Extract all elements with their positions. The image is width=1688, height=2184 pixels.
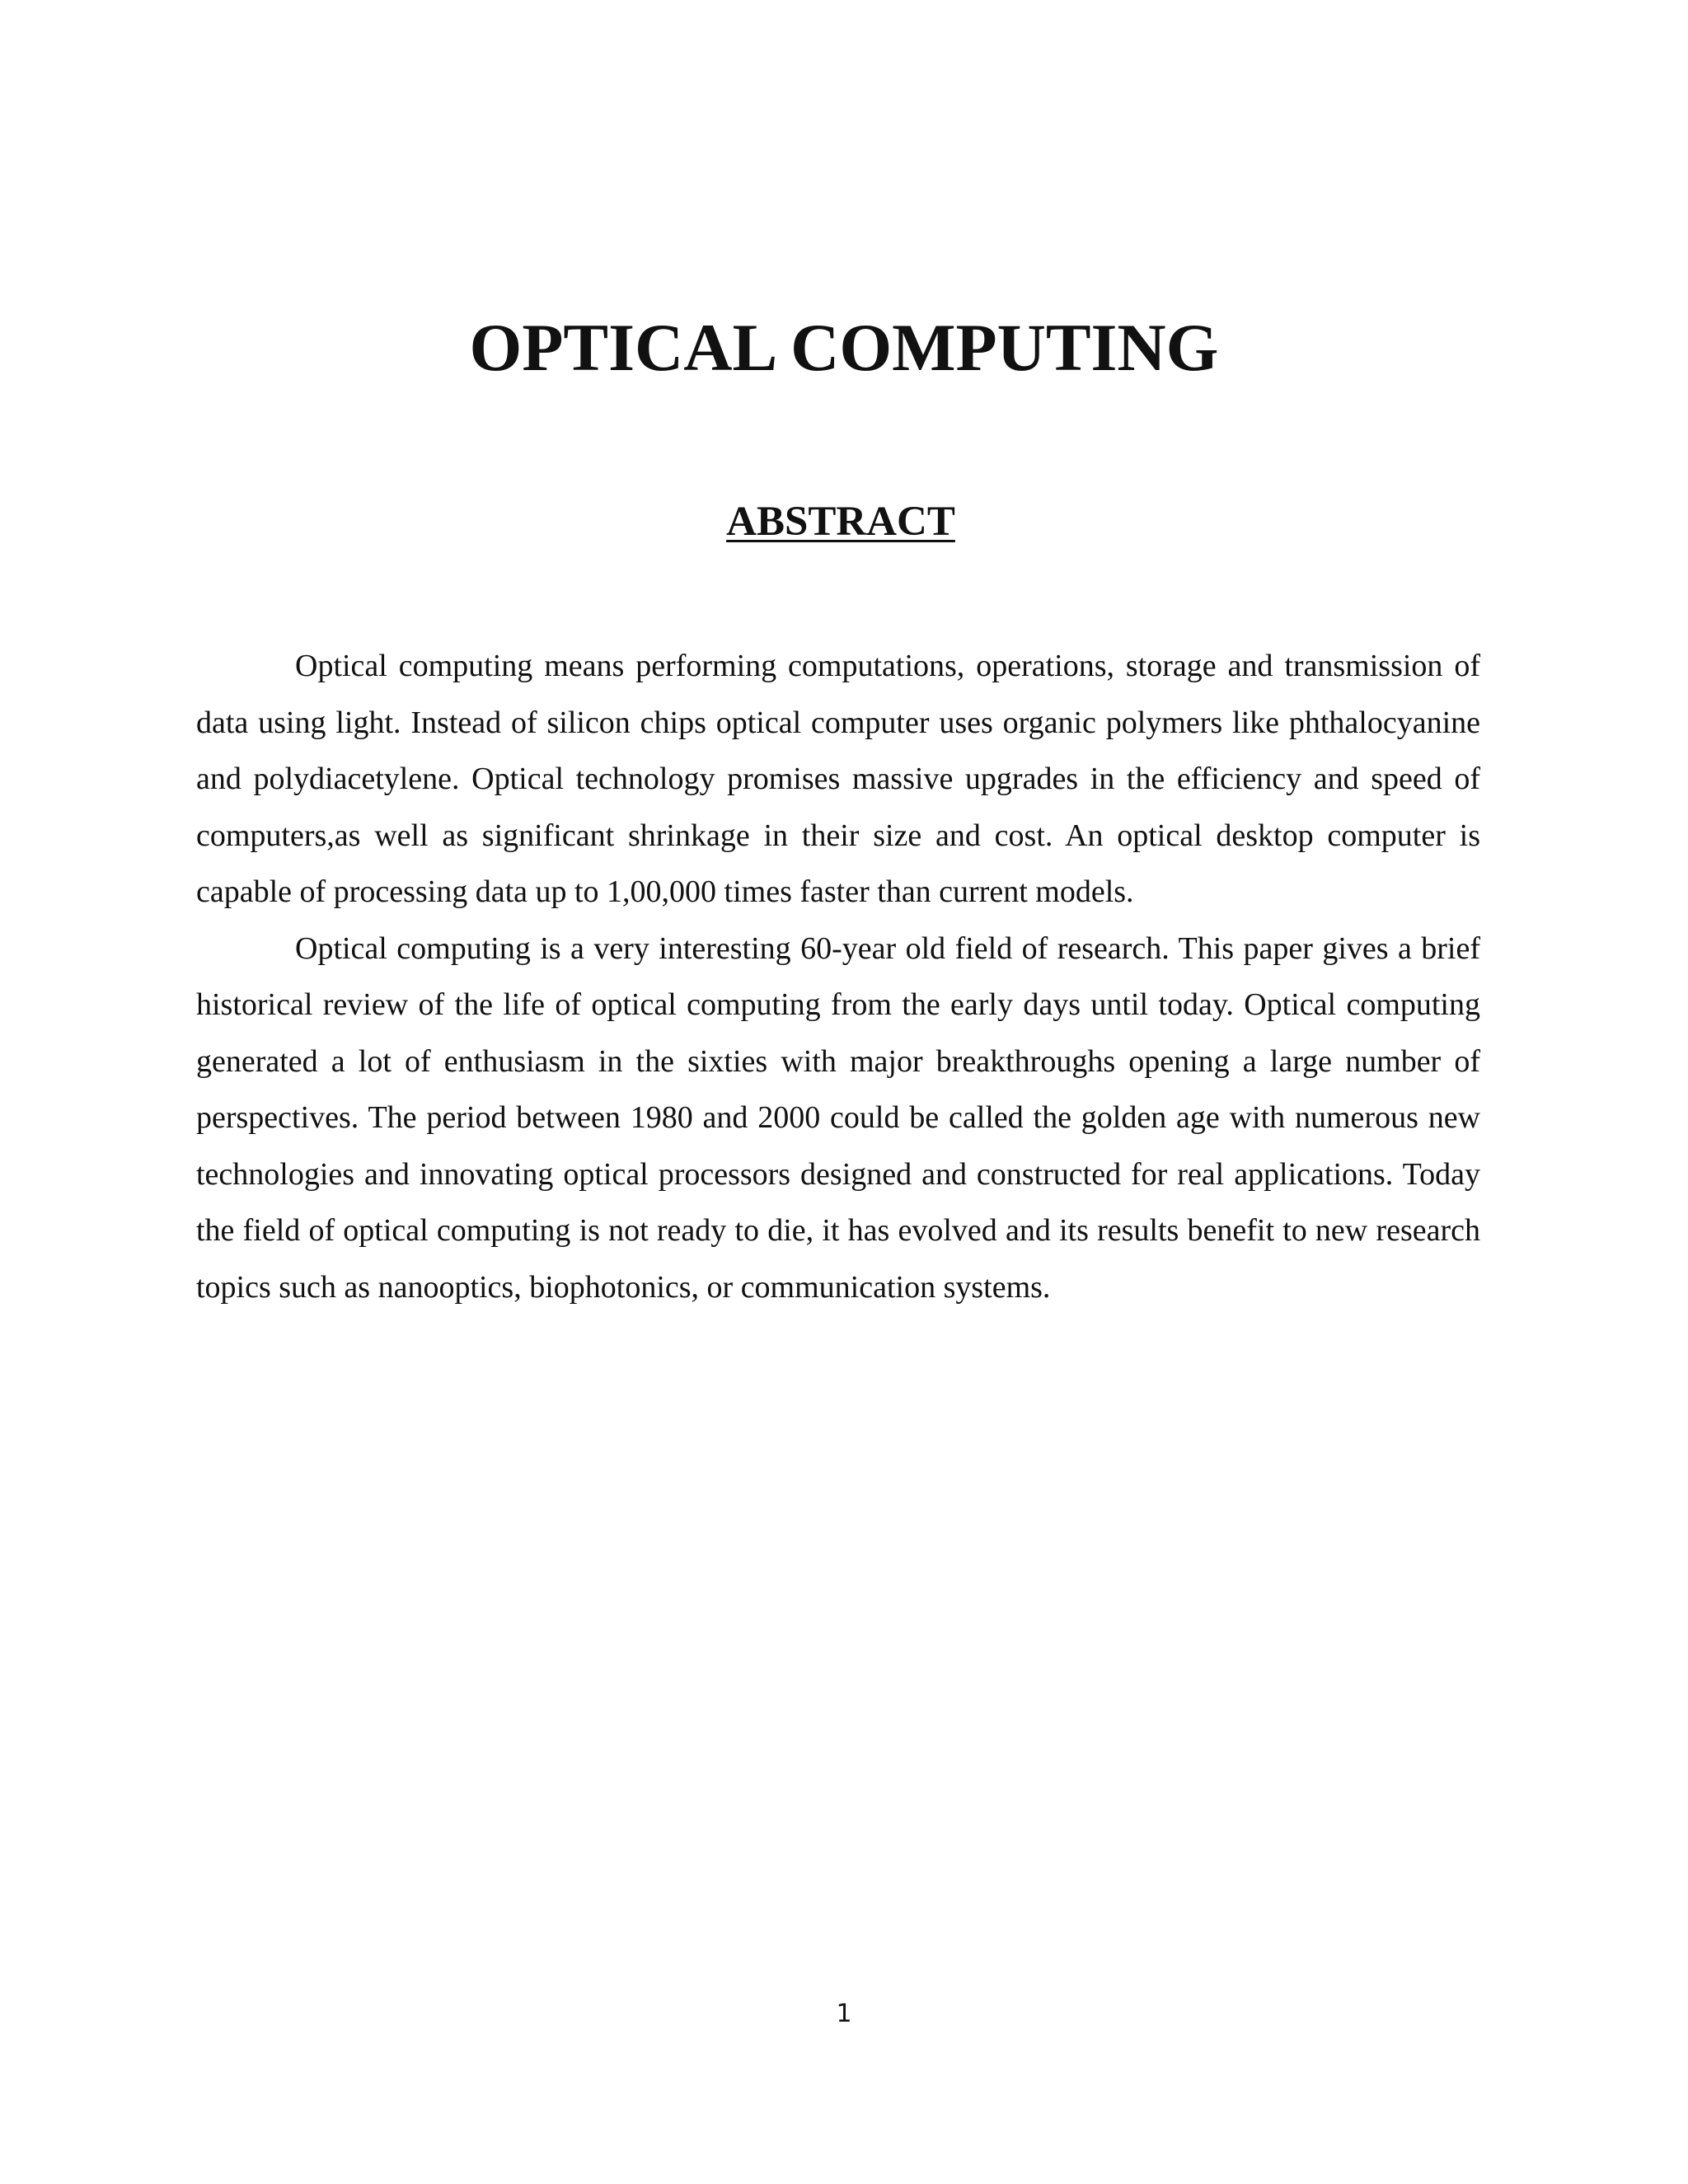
document-title: OPTICAL COMPUTING	[469, 310, 1219, 385]
page-number: 1	[836, 1999, 852, 2028]
abstract-paragraph-1: Optical computing means performing computations, operations, storage and transmission of data using light. Instead of silicon chips optical computer uses organic polymers like phthalocyanine and polydiacetylene. Optical technology promises massive upgrades in the efficiency and speed of computers,as well as significant shrinkage in their size and cost. An optical desktop computer is capable of processing data up to 1,00,000 times faster than current models.	[196, 649, 1480, 909]
abstract-paragraph-2: Optical computing is a very interesting 60-year old field of research. This paper gives a brief historical review of the life of optical computing from the early days until today. Optical computing generated a lot of enthusiasm in the sixties with major breakthroughs opening a large number of perspectives. The period between 1980 and 2000 could be called the golden age with numerous new technologies and innovating optical processors designed and constructed for real applications. Today the field of optical computing is not ready to die, it has evolved and its results benefit to new research topics such as nanooptics, biophotonics, or communication systems.	[196, 930, 1480, 1305]
section-heading-abstract	[717, 493, 964, 551]
abstract-body	[196, 638, 1480, 1315]
section-heading-text: ABSTRACT	[726, 499, 955, 545]
